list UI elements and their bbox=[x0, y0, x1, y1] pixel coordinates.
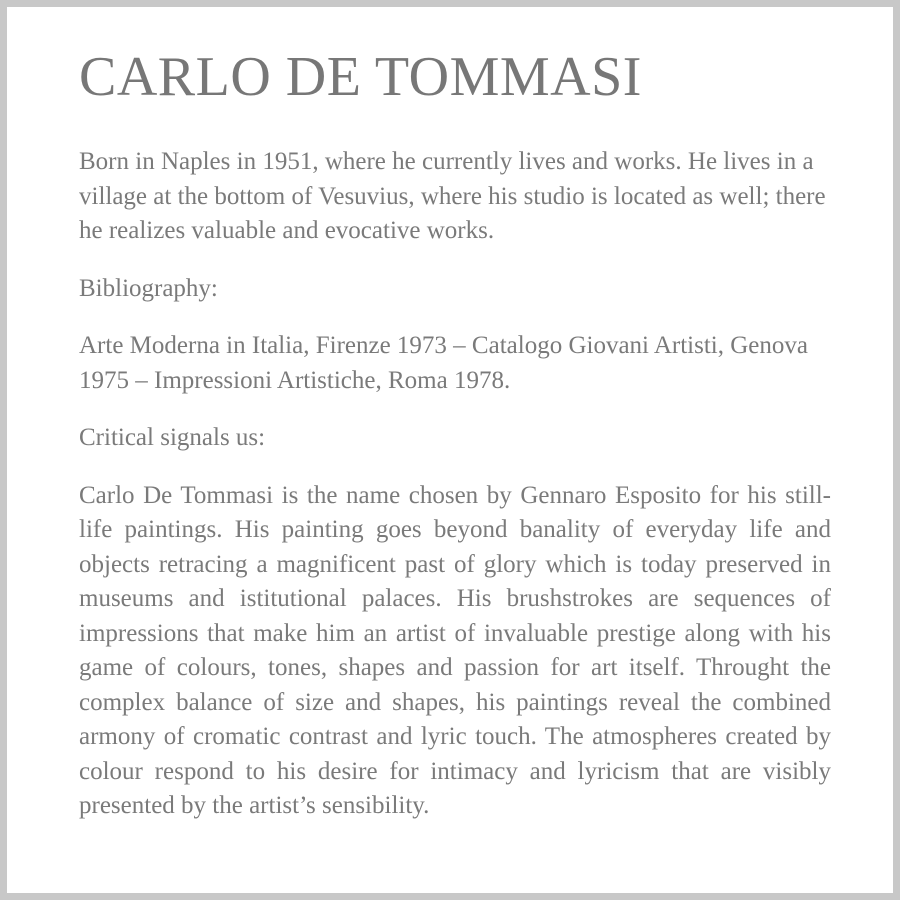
biography-paragraph: Born in Naples in 1951, where he currently lives and works. He lives in a village at the bottom of Vesuvius, where his studio is located as well; there he realizes valuable and evocative works. bbox=[79, 148, 826, 244]
bibliography-label: Bibliography: bbox=[79, 274, 218, 302]
critical-label: Critical signals us: bbox=[79, 424, 266, 451]
document-content bbox=[79, 47, 831, 824]
artist-name-title: CARLO DE TOMMASI bbox=[79, 46, 642, 108]
critical-paragraph: Carlo De Tommasi is the name chosen by Gennaro Esposito for his still-life paintings. His painting goes beyond banality of everyday life and objects retracing a magnificent past of glory which is today preserved in museums and istitutional palaces. His brushstrokes are sequences of impressions that make him an artist of invaluable prestige along with his game of colours, tones, shapes and passion for art itself. Throught the complex balance of size and shapes, his paintings reveal the combined armony of cromatic contrast and lyric touch. The atmospheres created by colour respond to his desire for intimacy and lyricism that are visibly presented by the artist’s sensibility. bbox=[79, 481, 831, 819]
bibliography-paragraph: Arte Moderna in Italia, Firenze 1973 – Catalogo Giovani Artisti, Genova 1975 – Impressioni Artistiche, Roma 1978. bbox=[79, 332, 808, 394]
